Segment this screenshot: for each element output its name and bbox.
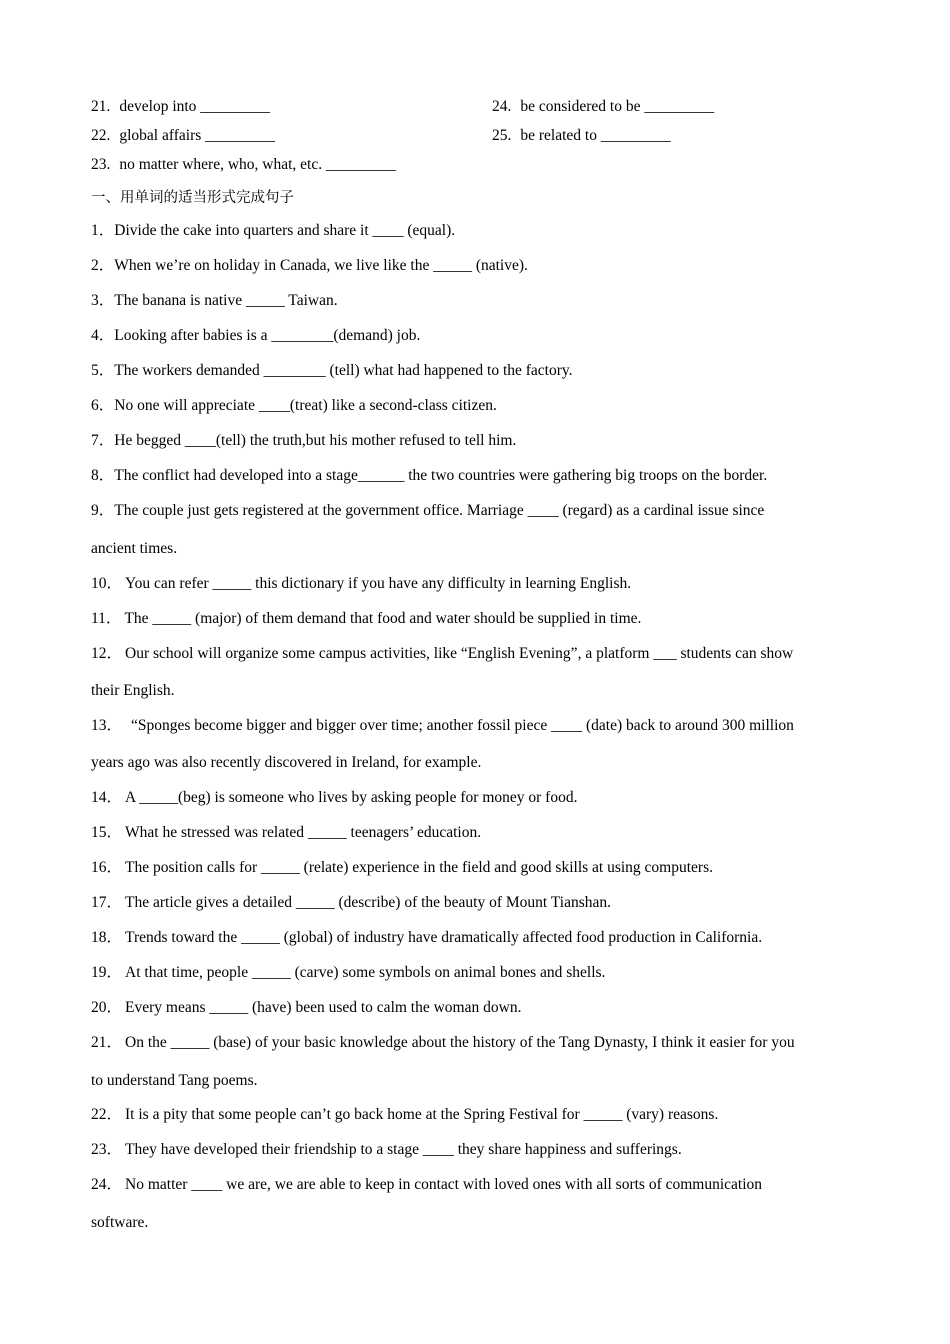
question-number: 22．	[91, 1106, 123, 1123]
phrase-text: be considered to be _________	[520, 98, 715, 115]
question-continuation: ancient times.	[91, 540, 178, 557]
question-number: 11．	[91, 610, 122, 627]
question-number: 21．	[91, 1034, 123, 1051]
question-number: 10．	[91, 575, 123, 592]
question-item	[91, 501, 764, 521]
question-item	[91, 998, 521, 1018]
question-number: 24．	[91, 1176, 123, 1193]
phrase-item	[492, 97, 714, 117]
question-item	[91, 1175, 762, 1195]
phrase-text: global affairs _________	[119, 127, 275, 144]
phrase-number: 25.	[492, 127, 512, 144]
question-text: The position calls for _____ (relate) experience in the field and good skills at using computers.	[125, 859, 713, 876]
question-number: 7．	[91, 432, 115, 449]
question-item	[91, 609, 641, 629]
question-text: The _____ (major) of them demand that food and water should be supplied in time.	[124, 610, 642, 627]
phrase-number: 24.	[492, 98, 512, 115]
question-number: 14．	[91, 789, 123, 806]
question-text: The article gives a detailed _____ (describe) of the beauty of Mount Tianshan.	[125, 894, 611, 911]
question-text: Divide the cake into quarters and share it ____ (equal).	[114, 222, 456, 239]
question-text: On the _____ (base) of your basic knowledge about the history of the Tang Dynasty, I think it easier for you	[125, 1034, 795, 1051]
question-item	[91, 788, 577, 808]
question-item	[91, 291, 338, 311]
question-number: 3．	[91, 292, 115, 309]
question-item	[91, 893, 611, 913]
question-item	[91, 928, 762, 948]
question-number: 5．	[91, 362, 115, 379]
question-number: 2．	[91, 257, 115, 274]
question-continuation: software.	[91, 1214, 149, 1231]
question-number: 15．	[91, 824, 123, 841]
question-item	[91, 823, 481, 843]
question-item	[91, 1105, 718, 1125]
phrase-item	[91, 126, 275, 146]
phrase-item	[91, 155, 396, 175]
section-heading: 一、用单词的适当形式完成句子	[91, 190, 294, 206]
question-item	[91, 644, 793, 664]
question-text: “Sponges become bigger and bigger over time; another fossil piece ____ (date) back to around 300 million	[131, 717, 794, 734]
question-text: It is a pity that some people can’t go back home at the Spring Festival for _____ (vary) reasons.	[125, 1106, 719, 1123]
question-text: Every means _____ (have) been used to calm the woman down.	[125, 999, 522, 1016]
question-number: 8．	[91, 467, 115, 484]
question-number: 16．	[91, 859, 123, 876]
question-item	[91, 256, 528, 276]
question-item	[91, 326, 420, 346]
question-text: No one will appreciate ____(treat) like a second-class citizen.	[114, 397, 497, 414]
question-number: 17．	[91, 894, 123, 911]
question-text: Trends toward the _____ (global) of industry have dramatically affected food production in California.	[125, 929, 763, 946]
question-item	[91, 431, 516, 451]
question-number: 13．	[91, 717, 123, 734]
question-text: Our school will organize some campus activities, like “English Evening”, a platform ___ students can show	[125, 645, 794, 662]
question-text: When we’re on holiday in Canada, we live like the _____ (native).	[114, 257, 528, 274]
question-number: 18．	[91, 929, 123, 946]
question-item	[91, 1033, 795, 1053]
question-text: The couple just gets registered at the government office. Marriage ____ (regard) as a cardinal issue since	[114, 502, 765, 519]
question-text: At that time, people _____ (carve) some symbols on animal bones and shells.	[125, 964, 606, 981]
question-continuation: years ago was also recently discovered in Ireland, for example.	[91, 754, 482, 771]
question-number: 23．	[91, 1141, 123, 1158]
question-number: 9．	[91, 502, 115, 519]
question-number: 6．	[91, 397, 115, 414]
question-item	[91, 466, 767, 486]
question-item	[91, 858, 713, 878]
question-text: He begged ____(tell) the truth,but his mother refused to tell him.	[114, 432, 517, 449]
question-item	[91, 396, 497, 416]
question-continuation: their English.	[91, 682, 175, 699]
phrase-text: be related to _________	[520, 127, 671, 144]
question-item	[91, 361, 573, 381]
question-number: 12．	[91, 645, 123, 662]
phrase-text: no matter where, who, what, etc. _________	[119, 156, 396, 173]
question-number: 1．	[91, 222, 115, 239]
question-number: 19．	[91, 964, 123, 981]
question-item	[91, 221, 455, 241]
question-item	[91, 963, 605, 983]
phrase-number: 21.	[91, 98, 111, 115]
question-continuation: to understand Tang poems.	[91, 1072, 258, 1089]
question-number: 4．	[91, 327, 115, 344]
question-text: You can refer _____ this dictionary if you have any difficulty in learning English.	[125, 575, 632, 592]
question-text: Looking after babies is a ________(demand) job.	[114, 327, 421, 344]
phrase-number: 22.	[91, 127, 111, 144]
question-text: What he stressed was related _____ teenagers’ education.	[125, 824, 482, 841]
question-text: They have developed their friendship to a stage ____ they share happiness and sufferings.	[125, 1141, 682, 1158]
question-item	[91, 574, 631, 594]
question-text: No matter ____ we are, we are able to keep in contact with loved ones with all sorts of communication	[125, 1176, 763, 1193]
question-text: The banana is native _____ Taiwan.	[114, 292, 338, 309]
phrase-item	[91, 97, 270, 117]
question-item	[91, 716, 794, 736]
question-text: The conflict had developed into a stage______ the two countries were gathering big troops on the border.	[114, 467, 768, 484]
question-number: 20．	[91, 999, 123, 1016]
phrase-item	[492, 126, 671, 146]
phrase-text: develop into _________	[119, 98, 271, 115]
question-text: The workers demanded ________ (tell) what had happened to the factory.	[114, 362, 573, 379]
phrase-number: 23.	[91, 156, 111, 173]
question-text: A _____(beg) is someone who lives by asking people for money or food.	[125, 789, 578, 806]
question-item	[91, 1140, 682, 1160]
